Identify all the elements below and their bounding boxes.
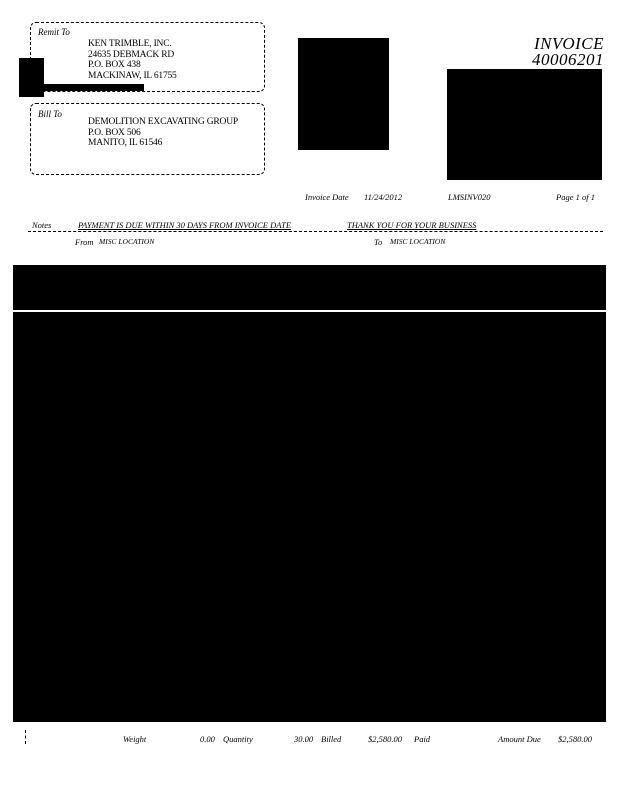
divider <box>28 231 603 232</box>
from-label: From <box>75 237 94 247</box>
notes-payment-terms: PAYMENT IS DUE WITHIN 30 DAYS FROM INVOICE DATE <box>78 220 292 230</box>
billed-label: Billed <box>321 734 342 744</box>
redacted-block <box>13 312 606 722</box>
bill-to-line: MANITO, IL 61546 <box>88 138 163 148</box>
totals-left-tick <box>25 730 26 744</box>
redacted-block <box>13 265 606 310</box>
notes-label: Notes <box>32 220 52 230</box>
redacted-block <box>44 84 144 91</box>
remit-to-line: 24635 DEBMACK RD <box>88 49 175 60</box>
remit-to-label: Remit To <box>38 27 70 37</box>
form-code: LMSINV020 <box>448 192 491 202</box>
bill-to-line: DEMOLITION EXCAVATING GROUP <box>88 117 238 127</box>
billed-value: $2,580.00 <box>368 734 402 744</box>
quantity-value: 30.00 <box>294 734 314 744</box>
remit-to-line: MACKINAW, IL 61755 <box>88 70 177 81</box>
invoice-number: 40006201 <box>532 50 604 69</box>
notes-thanks: THANK YOU FOR YOUR BUSINESS <box>347 220 477 230</box>
redacted-block <box>447 69 602 180</box>
page-indicator: Page 1 of 1 <box>556 192 595 202</box>
remit-to-line: P.O. BOX 438 <box>88 60 141 70</box>
quantity-label: Quantity <box>223 734 253 744</box>
weight-label: Weight <box>123 734 147 744</box>
redacted-block <box>298 38 389 150</box>
amount-due-value: $2,580.00 <box>558 734 592 744</box>
paid-label: Paid <box>414 734 431 744</box>
bill-to-label: Bill To <box>38 109 62 119</box>
amount-due-label: Amount Due <box>498 734 541 744</box>
to-label: To <box>374 237 383 247</box>
bill-to-line: P.O. BOX 506 <box>88 127 141 138</box>
remit-to-line: KEN TRIMBLE, INC. <box>88 39 172 49</box>
remit-to-address <box>88 39 177 81</box>
invoice-date-label: Invoice Date <box>305 192 349 202</box>
invoice-title: INVOICE <box>533 34 604 53</box>
redacted-block <box>19 58 44 97</box>
to-value: MISC LOCATION <box>390 237 446 246</box>
weight-value: 0.00 <box>200 734 215 744</box>
invoice-date-value: 11/24/2012 <box>364 192 403 202</box>
from-value: MISC LOCATION <box>99 237 155 246</box>
bill-to-address <box>88 117 238 149</box>
